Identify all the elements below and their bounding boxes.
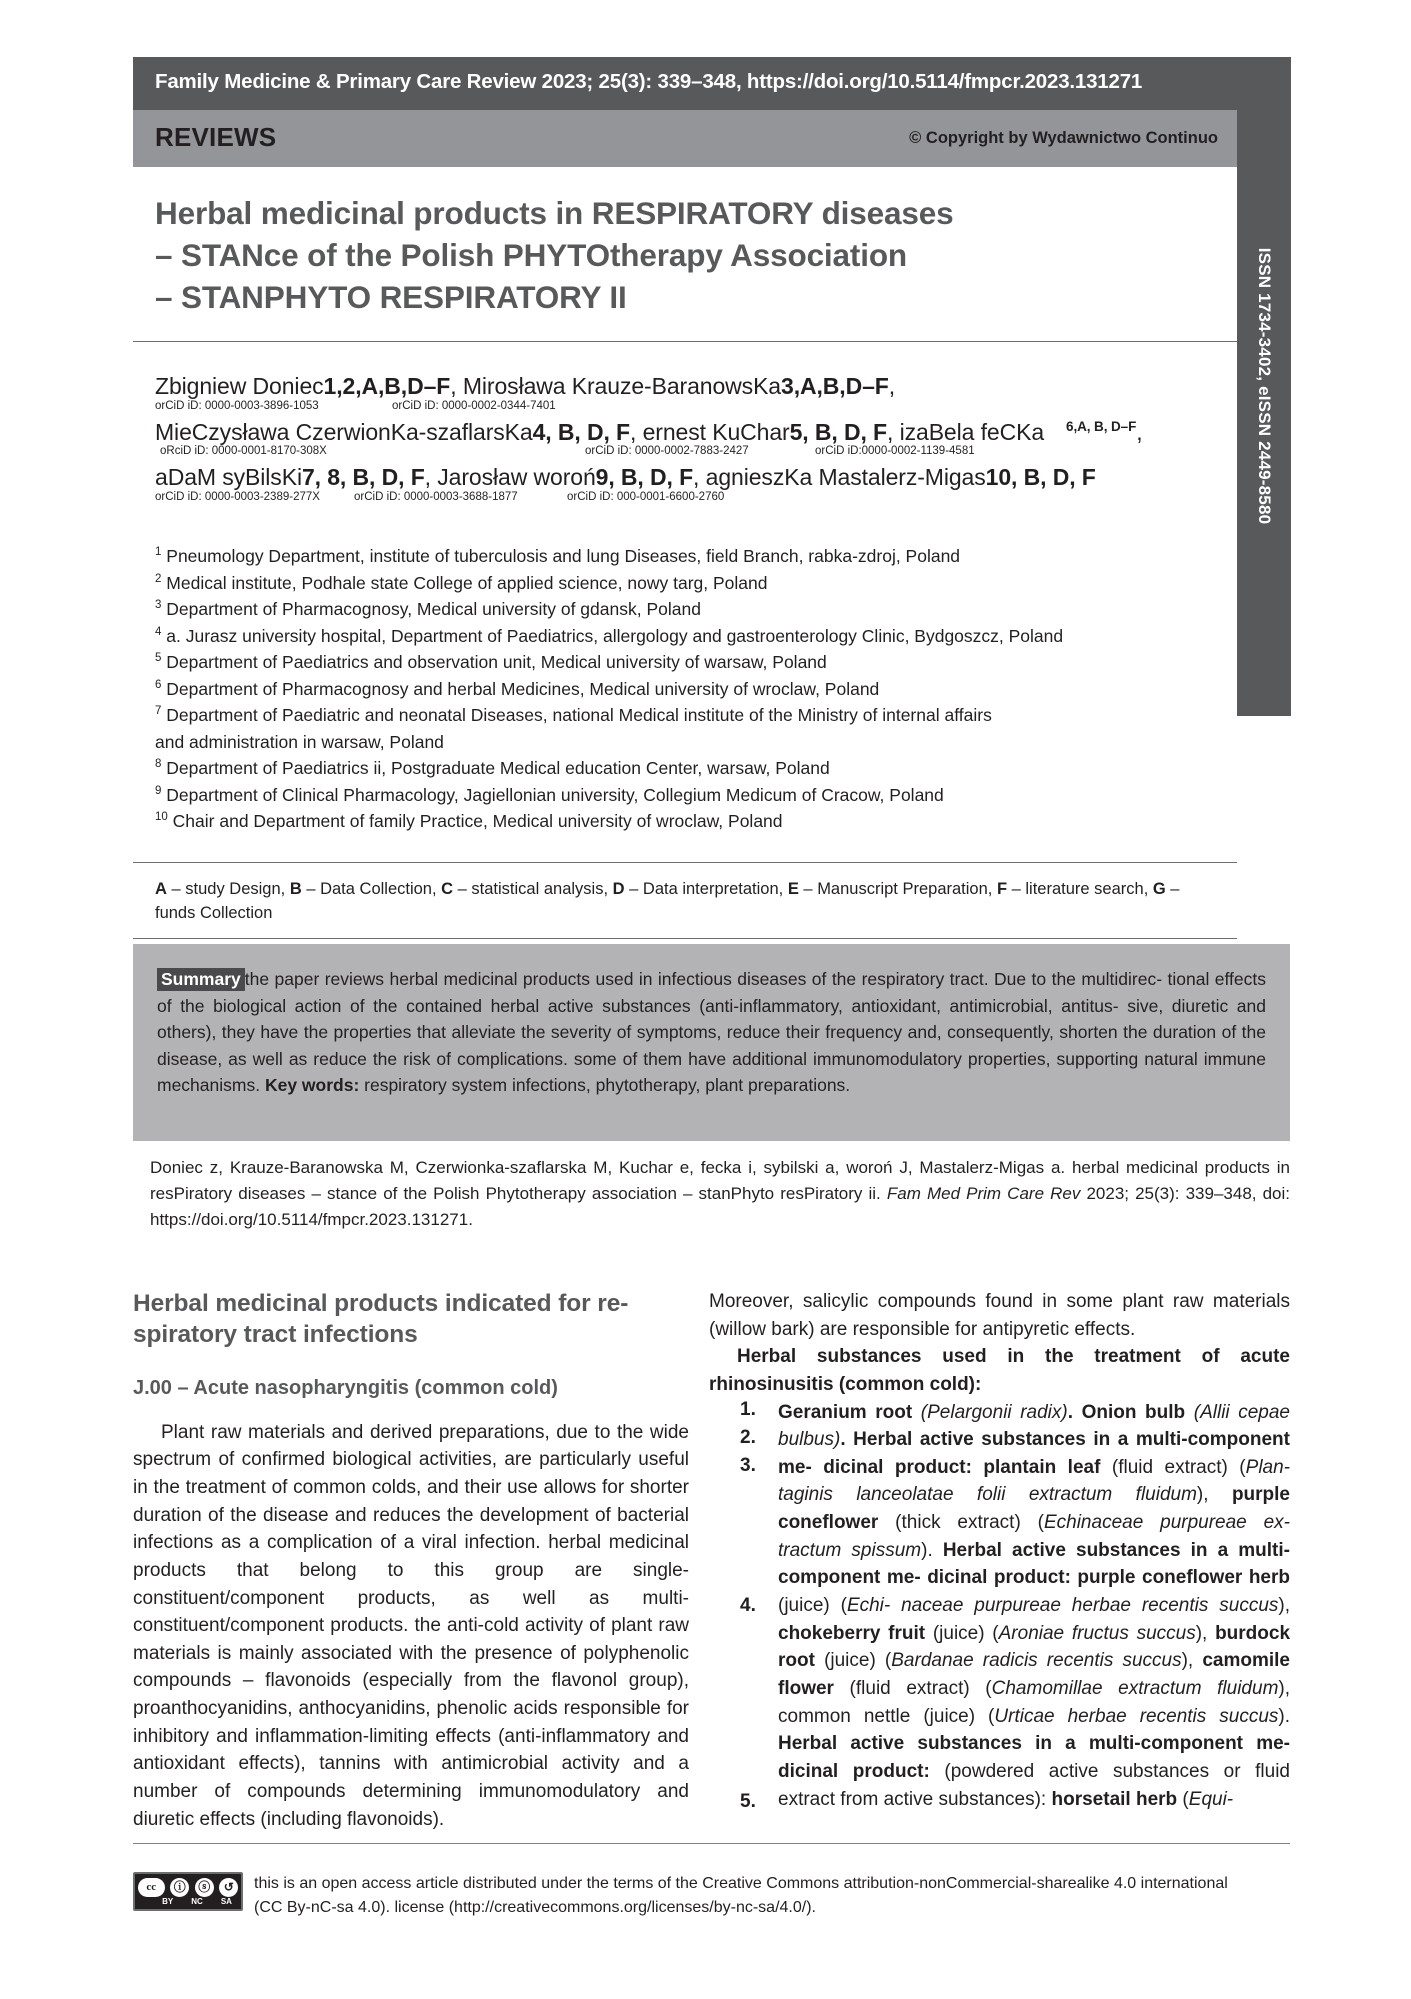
list-item: [709, 1399, 1290, 1814]
right-column: [709, 1288, 1290, 1813]
list-item-number: 4.: [740, 1594, 756, 1616]
author-sup: 7, 8, B, D, F: [301, 464, 425, 491]
footer-divider: [133, 1843, 1290, 1844]
list-item-number: 5.: [740, 1790, 756, 1812]
substance-latin: Echinaceae purpureae ex- tractum spissum: [778, 1512, 1291, 1561]
citation-block: [150, 1155, 1290, 1232]
author-separator: ,: [630, 418, 643, 445]
affiliation-item: [155, 782, 1253, 809]
section-bar: [133, 110, 1237, 167]
affiliation-item: [155, 755, 1253, 782]
list-item-number: 1.: [740, 1398, 756, 1420]
substance-detail: (juice) (: [925, 1622, 999, 1644]
license-statement: [254, 1872, 1290, 1921]
contrib-text: – Manuscript Preparation,: [798, 880, 997, 898]
author-sup: 5, B, D, F: [789, 418, 887, 445]
substance-latin: Chamomillae extractum fluidum: [991, 1677, 1279, 1699]
affiliation-number: 9: [155, 784, 162, 797]
substance-name: purple coneflower: [778, 1484, 1290, 1534]
issn-text: ISSN 1734-3402, eISSN 2449-8580: [1255, 247, 1274, 525]
contribution-key: [133, 862, 1237, 939]
substance-detail: ).: [921, 1539, 943, 1561]
body-paragraph: Plant raw materials and derived preparations, due to the wide spectrum of confirmed biological activities, are particularly useful in the treatment of common colds, and their use allows for shorter duration of the disease and reduces the development of bacterial infections as a complication of a viral infection. herbal medicinal products that belong to this group are single-constituent/component products, as well as multi-constituent/component products. the anti-cold activity of plant raw materials is mainly associated with the presence of polyphenolic compounds – flavonoids (especially from the flavonol group), proanthocyanidins, anthocyanidins, phenolic acids responsible for inhibitory and inflammation-limiting effects (anti-inflammatory and antioxidant effects), tannins with antimicrobial activity and a number of compounds determining immunomodulatory and diuretic effects (including flavonoids).: [133, 1421, 689, 1830]
substance-name: chokeberry fruit: [778, 1622, 926, 1644]
body-paragraph: Moreover, salicylic compounds found in some plant raw materials (willow bark) are responsible for antipyretic effects.: [709, 1291, 1290, 1340]
contrib-text: – statistical analysis,: [453, 880, 613, 898]
subsection-heading: J.00 – Acute nasopharyngitis (common cold): [133, 1376, 558, 1399]
substance-latin: Echi- naceae purpureae herbae recentis succus: [846, 1595, 1279, 1617]
orcid-id: oRciD iD: 0000-0001-8170-308X: [160, 445, 327, 458]
substance-detail: (fluid extract) (: [1100, 1456, 1246, 1478]
summary-label: Summary: [157, 968, 245, 991]
author-row-3: [155, 464, 1215, 491]
affiliation-item: [155, 623, 1253, 650]
citation-part-1: Doniec z, Krauze-Baranowska M, Czerwionka-szaflarska M, Kuchar e, fecka i, sybilski a, woroń J, Mastalerz-Migas a. herbal medicinal products in resPiratory diseases – stance of the Polish Phytotherapy association – stanPhyto resPiratory ii.: [150, 1158, 1290, 1203]
citation-part-2: 2023; 25(3): 339–348, doi: https://doi.org/10.5114/fmpcr.2023.131271.: [150, 1183, 1290, 1229]
affiliation-item: [155, 570, 1253, 597]
contrib-letter: A: [155, 880, 167, 898]
substance-detail: ),: [1181, 1650, 1203, 1672]
affiliation-item: [155, 543, 1253, 570]
cc-by-icon: ⓘ: [170, 1878, 189, 1897]
keywords-label: Key words:: [264, 1075, 360, 1096]
author-sup: 6,A, B, D–F: [1066, 419, 1137, 435]
orcid-id: orCiD iD: 0000-0003-2389-277X: [155, 491, 320, 504]
substance-detail: (: [1177, 1788, 1189, 1810]
author-name: Zbigniew Doniec: [155, 373, 324, 399]
affiliation-number: 5: [155, 652, 162, 665]
affiliation-item: [155, 808, 1253, 835]
orcid-id: orCiD iD: 0000-0002-7883-2427: [585, 445, 749, 458]
affiliation-text: Department of Paediatric and neonatal Diseases, national Medical institute of the Ministry of internal affairs: [166, 705, 992, 725]
affiliation-item: [155, 676, 1253, 703]
list-lead-in: [709, 1343, 1290, 1398]
contrib-letter: G: [1152, 880, 1166, 898]
license-line-2: (CC By-nC-sa 4.0). license (http://creativecommons.org/licenses/by-nc-sa/4.0/).: [254, 1899, 816, 1917]
affiliation-text: Pneumology Department, institute of tuberculosis and lung Diseases, field Branch, rabka-zdroj, Poland: [166, 546, 961, 566]
author-sup: 9, B, D, F: [595, 464, 694, 491]
title-block: [133, 167, 1237, 342]
title-line-2: – STANce of the Polish PHYTOtherapy Association: [155, 236, 908, 273]
author-name: Jarosław woroń: [437, 464, 596, 491]
journal-masthead-bar: [133, 57, 1237, 110]
contrib-text: – funds Collection: [155, 880, 1180, 923]
copyright-notice: © Copyright by Wydawnictwo Continuo: [909, 129, 1218, 147]
substance-detail: ),: [1195, 1622, 1216, 1644]
author-separator: ,: [887, 418, 900, 445]
author-name: izaBela feCKa: [899, 418, 1045, 445]
substance-detail: (thick extract) (: [878, 1512, 1044, 1534]
substance-latin: Plan- taginis lanceolatae folii extractum fluidum: [778, 1456, 1290, 1506]
license-line-1: this is an open access article distributed under the terms of the Creative Commons attribution-nonCommercial-sharealike 4.0 international: [254, 1875, 1228, 1892]
affiliation-number: 10: [155, 811, 168, 824]
cc-sa-icon: ↺: [219, 1878, 238, 1897]
summary-body: the paper reviews herbal medicinal products used in infectious diseases of the respiratory tract. Due to the multidirec- tional effects of the biological action of the contained herbal active substances (anti-inflammatory, antioxidant, antimicrobial, antitus- sive, diuretic and others), they have the properties that alleviate the severity of symptoms, reduce their frequency and, consequently, shorten the duration of the disease, as well as reduce the risk of complications. some of them have additional immunomodulatory properties, supporting natural immune mechanisms.: [157, 969, 1266, 1096]
orcid-id: orCiD iD: 0000-0003-3896-1053: [155, 399, 319, 412]
creative-commons-badge-icon: [133, 1872, 243, 1911]
title-line-3: – STANPHYTO RESPIRATORY II: [155, 278, 627, 315]
author-sup: 4, B, D, F: [532, 418, 630, 445]
substance-detail: ),: [1278, 1595, 1290, 1617]
affiliation-number: 3: [155, 599, 162, 612]
substance-name: Geranium root: [778, 1401, 913, 1423]
substance-name: Herbal active substances in a multi-component me- dicinal product:: [778, 1733, 1290, 1782]
cc-label-row: [135, 1895, 241, 1908]
substance-detail: (juice) (: [778, 1595, 847, 1617]
orcid-id: orCiD iD: 0000-0002-0344-7401: [392, 399, 556, 412]
orcid-id: orCiD iD: 000-0001-6600-2760: [567, 491, 725, 504]
page-title: [155, 193, 1215, 319]
affiliation-text: Department of Paediatrics and observation unit, Medical university of warsaw, Poland: [166, 652, 827, 672]
substance-detail: (fluid extract) (: [833, 1677, 992, 1699]
affiliation-text: Department of Clinical Pharmacology, Jagiellonian university, Collegium Medicum of Cracow, Poland: [166, 784, 944, 805]
author-separator: ,: [693, 464, 706, 491]
list-item-number: 2.: [740, 1426, 756, 1448]
orcid-id: orCiD iD: 0000-0003-3688-1877: [354, 491, 518, 504]
list-item-number: 3.: [740, 1454, 756, 1476]
affiliation-item: [155, 596, 1253, 623]
contrib-text: – study Design,: [166, 880, 290, 898]
journal-masthead-text: Family Medicine & Primary Care Review 2023; 25(3): 339–348, https://doi.org/10.5114/fmpcr.2023.131271: [155, 70, 1143, 93]
author-name: MieCzysława CzerwionKa-szaflarsKa: [155, 418, 533, 445]
citation-journal: Fam Med Prim Care Rev: [886, 1183, 1081, 1203]
title-line-1: Herbal medicinal products in RESPIRATORY diseases: [155, 195, 954, 231]
left-column: [133, 1288, 689, 1833]
substance-latin: (Pelargonii radix): [912, 1401, 1068, 1423]
author-row-tail: ,: [1136, 418, 1143, 445]
author-separator: ,: [424, 464, 438, 491]
affiliation-number: 4: [155, 625, 162, 638]
substance-name: horsetail herb: [1051, 1788, 1178, 1810]
authors-block: [133, 359, 1237, 510]
contrib-text: – literature search,: [1007, 880, 1153, 898]
keywords-text: respiratory system infections, phytotherapy, plant preparations.: [359, 1075, 851, 1096]
affiliation-item-cont: [155, 729, 1253, 756]
affiliation-item: [155, 702, 1253, 729]
cc-logo-icon: cc: [138, 1878, 165, 1897]
author-name: agnieszKa Mastalerz-Migas: [705, 464, 986, 491]
contrib-letter: E: [787, 880, 799, 898]
substance-latin: Urticae herbae recentis succus: [994, 1705, 1279, 1727]
author-name: aDaM syBilsKi: [155, 464, 302, 491]
herb-substance-list: [709, 1399, 1290, 1814]
summary-panel: [133, 944, 1290, 1141]
substance-detail: ), common nettle (juice) (: [778, 1677, 1290, 1727]
contrib-text: – Data Collection,: [301, 880, 442, 898]
affiliation-number: 2: [155, 572, 162, 585]
affiliation-number: 7: [155, 705, 162, 718]
substance-detail: (juice) (: [814, 1650, 892, 1672]
cc-label-by: BY: [162, 1897, 174, 1906]
substance-detail: ),: [1196, 1484, 1232, 1506]
cc-label-sa: SA: [220, 1897, 232, 1906]
substance-latin: (Allii cepae bulbus): [778, 1401, 1290, 1451]
substance-name: burdock root: [778, 1622, 1291, 1672]
substance-latin: Equi-: [1188, 1788, 1234, 1810]
author-row-2: [155, 419, 1215, 446]
contrib-letter: C: [441, 880, 454, 898]
author-sup: 10, B, D, F: [985, 464, 1096, 491]
affiliation-text: Medical institute, Podhale state College of applied science, nowy targ, Poland: [166, 572, 768, 593]
author-sup: 1,2,A,B,D–F: [323, 373, 451, 399]
cc-label-nc: NC: [191, 1897, 203, 1906]
substance-name: . Onion bulb: [1067, 1401, 1186, 1423]
affiliation-number: 6: [155, 678, 162, 691]
contrib-letter: B: [289, 880, 302, 898]
affiliation-number: 1: [155, 546, 162, 559]
contrib-letter: D: [612, 880, 625, 898]
author-row-1: [155, 373, 1215, 400]
list-lead-bold: Herbal substances used in the treatment of acute rhinosinusitis (common cold):: [709, 1346, 1290, 1395]
author-sup: 3,A,B,D–F: [781, 373, 889, 399]
orcid-row-1: [155, 400, 1215, 419]
author-name: Mirosława Krauze-BaranowsKa: [462, 373, 781, 399]
section-label: REVIEWS: [155, 122, 277, 152]
orcid-row-2: [155, 445, 1215, 464]
orcid-id: orCiD iD:0000-0002-1139-4581: [815, 445, 975, 458]
substance-name: camomile flower: [778, 1650, 1290, 1699]
cc-nc-icon: ⓢ: [195, 1878, 214, 1897]
affiliation-item: [155, 649, 1253, 676]
affiliation-number: 8: [155, 758, 162, 771]
author-separator: ,: [450, 373, 463, 399]
substance-name: Herbal active substances in a multi-component me- dicinal product: purple coneflower herb: [778, 1539, 1290, 1589]
substance-latin: Aroniae fructus succus: [998, 1622, 1196, 1644]
affiliations-list: [133, 543, 1263, 835]
substance-latin: Bardanae radicis recentis succus: [891, 1650, 1182, 1672]
substance-name: . Herbal active substances in a multi-component me- dicinal product: plantain leaf: [778, 1429, 1290, 1478]
affiliation-text: a. Jurasz university hospital, Department of Paediatrics, allergology and gastroenterology Clinic, Bydgoszcz, Poland: [166, 625, 1064, 646]
summary-text: [157, 966, 1266, 1099]
affiliation-text: Department of Paediatrics ii, Postgraduate Medical education Center, warsaw, Poland: [166, 758, 830, 778]
author-name: ernest KuChar: [642, 418, 790, 445]
orcid-row-3: [155, 491, 1215, 510]
substance-detail: ).: [1278, 1705, 1290, 1727]
affiliation-text: Department of Pharmacognosy and herbal Medicines, Medical university of wroclaw, Poland: [166, 678, 880, 699]
contrib-letter: F: [996, 880, 1008, 898]
affiliation-text: and administration in warsaw, Poland: [155, 731, 444, 752]
affiliation-text: Chair and Department of family Practice, Medical university of wroclaw, Poland: [172, 811, 783, 831]
substance-detail: (powdered active substances or fluid extract from active substances):: [778, 1760, 1291, 1810]
author-row-tail: ,: [888, 373, 896, 399]
affiliation-text: Department of Pharmacognosy, Medical university of gdansk, Poland: [166, 599, 701, 619]
contrib-text: – Data interpretation,: [624, 880, 788, 898]
section-heading: Herbal medicinal products indicated for re- spiratory tract infections: [133, 1290, 629, 1349]
